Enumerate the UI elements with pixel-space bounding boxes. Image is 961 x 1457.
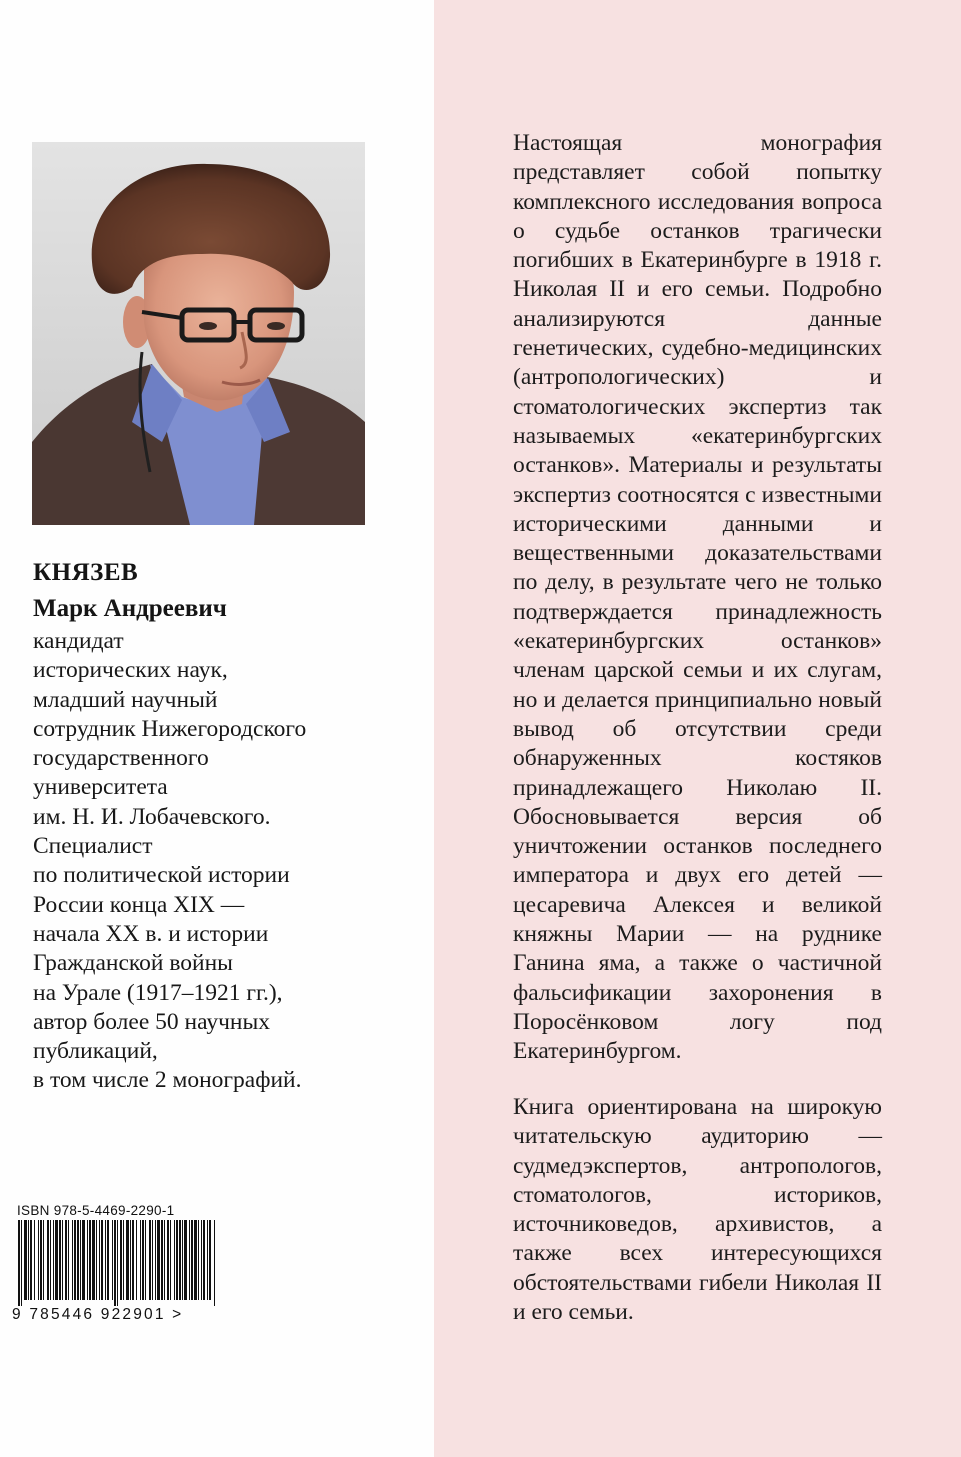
bio-line: в том числе 2 монографий. — [33, 1067, 302, 1094]
bio-line: исторических наук, — [33, 657, 228, 684]
bio-line: Гражданской войны — [33, 950, 233, 977]
bio-line: государственного — [33, 745, 209, 772]
bio-line: сотрудник Нижегородского — [33, 715, 307, 742]
annotation-paragraph: Книга ориентирована на широкую читательскую аудиторию — судмедэкспертов, антропологов, стоматологов, историков, источниковедов, архивистов, а также всех интересующихся обстоятельствами гибели Николая II и его семьи. — [513, 1094, 882, 1326]
bio-line: университета — [33, 774, 168, 801]
bio-line: младший научный — [33, 686, 218, 713]
bio-line: России конца XIX — — [33, 891, 245, 918]
author-portrait-image — [32, 142, 365, 525]
author-name: Марк Андреевич — [33, 595, 227, 622]
bio-line: им. Н. И. Лобачевского. — [33, 803, 271, 830]
bio-line: на Урале (1917–1921 гг.), — [33, 979, 283, 1006]
author-photo — [32, 142, 365, 525]
annotation-paragraph: Настоящая монография представляет собой попытку комплексного исследования вопроса о судьбе останков трагически погибших в Екатеринбурге в 1918 г. Николая II и его семьи. Подробно анализируются данные генетических, судебно-медицинских (антропологических) и стоматологических экспертиз так называемых «екатеринбургских останков». Материалы и результаты экспертиз соотносятся с известными историческими данными и вещественными доказательствами по делу, в результате чего не только подтверждается принадлежность «екатеринбургских останков» членам царской семьи и их слугам, но и делается принципиально новый вывод об отсутствии среди обнаруженных костяков принадлежащего Николаю II. Обосновывается версия об уничтожении останков последнего императора и двух его детей — цесаревича Алексея и великой княжны Марии — на руднике Ганина яма, а также о частичной фальсификации захоронения в Поросёнковом логу под Екатеринбургом. — [513, 130, 882, 1065]
bio-line: публикаций, — [33, 1038, 158, 1065]
bio-line: кандидат — [33, 628, 124, 654]
barcode-digits: 9 785446 922901 > — [12, 1306, 184, 1323]
author-surname: КНЯЗЕВ — [33, 559, 139, 586]
bio-line: Специалист — [33, 833, 153, 860]
bio-line: по политической истории — [33, 862, 290, 889]
bio-line: автор более 50 научных — [33, 1008, 271, 1035]
left-column — [0, 0, 434, 1457]
author-bio — [33, 627, 306, 1096]
bio-line: начала XX в. и истории — [33, 920, 269, 947]
barcode-image — [17, 1220, 217, 1306]
isbn-label: ISBN 978-5-4469-2290-1 — [17, 1203, 175, 1218]
